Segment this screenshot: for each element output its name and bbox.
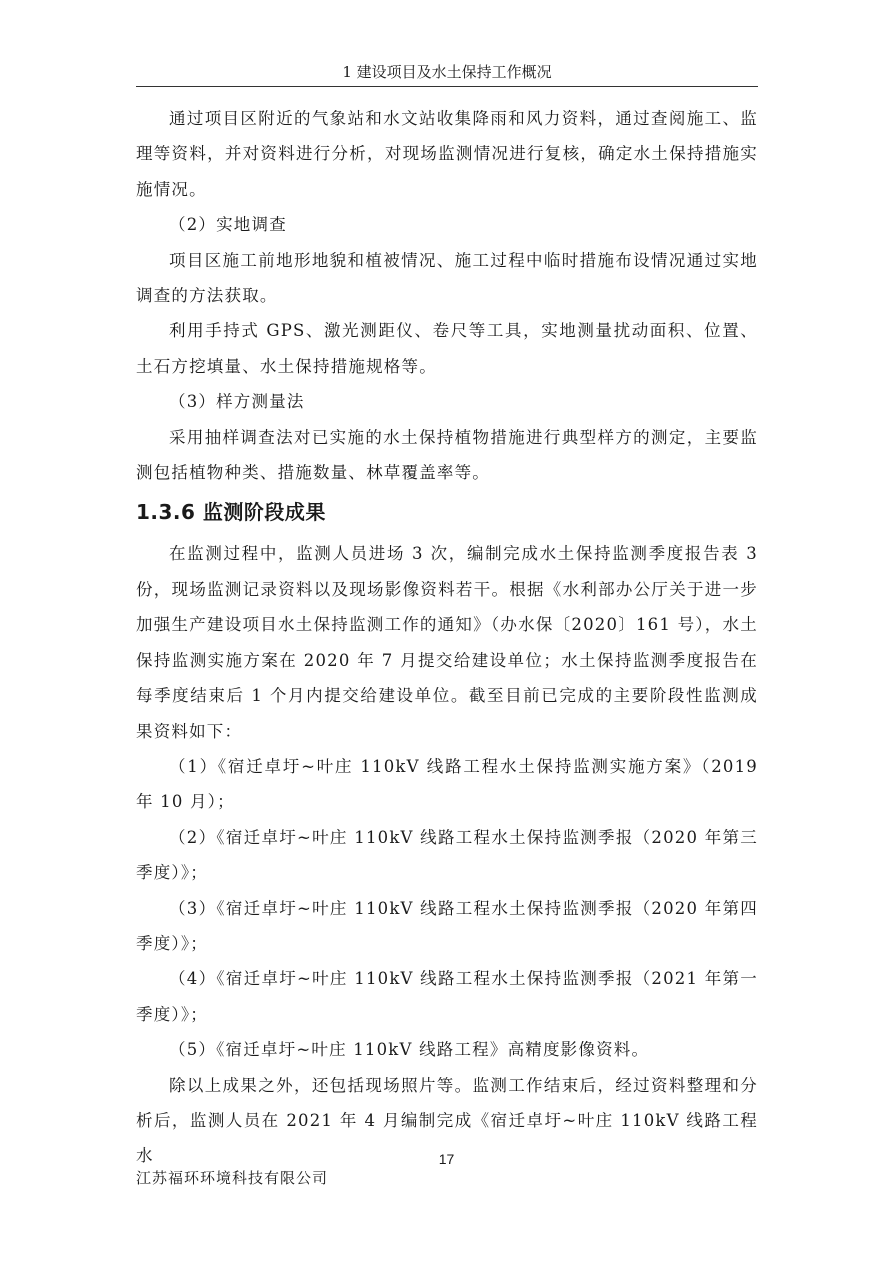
paragraph-field-survey: 项目区施工前地形地貌和植被情况、施工过程中临时措施布设情况通过实地调查的方法获取。 <box>136 250 758 306</box>
page-body <box>136 101 758 1174</box>
paragraph-sampling: 采用抽样调查法对已实施的水土保持植物措施进行典型样方的测定，主要监测包括植物种类、措施数量、林草覆盖率等。 <box>136 427 758 483</box>
footer-company-name: 江苏福环环境科技有限公司 <box>136 1169 329 1187</box>
subsection-quadrat-method: （3）样方测量法 <box>169 392 305 412</box>
header-divider <box>136 86 758 87</box>
paragraph-monitoring-process: 在监测过程中，监测人员进场 3 次，编制完成水土保持监测季度报告表 3 份，现场监测记录资料以及现场影像资料若干。根据《水利部办公厅关于进一步加强生产建设项目水土保持监测工作的通知》（办水保〔2020〕161 号），水土保持监测实施方案在 2020 年 7 月提交给建设单位；水土保持监测季度报告在每季度结束后 1 个月内提交给建设单位。截至目前已完成的主要阶段性监测成果资料如下： <box>136 544 758 741</box>
paragraph-data-collection: 通过项目区附近的气象站和水文站收集降雨和风力资料，通过查阅施工、监理等资料，并对资料进行分析，对现场监测情况进行复核，确定水土保持措施实施情况。 <box>136 109 758 199</box>
page-number: 17 <box>438 1151 455 1167</box>
subsection-field-survey: （2）实地调查 <box>169 215 287 235</box>
section-heading: 1.3.6 监测阶段成果 <box>136 500 326 525</box>
list-item: （1）《宿迁卓圩~叶庄 110kV 线路工程水土保持监测实施方案》（2019 年 10 月）； <box>136 756 758 812</box>
list-item: （4）《宿迁卓圩~叶庄 110kV 线路工程水土保持监测季报（2021 年第一季度）》； <box>136 969 758 1024</box>
list-item: （5）《宿迁卓圩~叶庄 110kV 线路工程》高精度影像资料。 <box>169 1040 650 1060</box>
running-header: 1 建设项目及水土保持工作概况 <box>342 63 552 81</box>
list-item: （2）《宿迁卓圩~叶庄 110kV 线路工程水土保持监测季报（2020 年第三季度）》； <box>136 827 758 883</box>
list-item: （3）《宿迁卓圩~叶庄 110kV 线路工程水土保持监测季报（2020 年第四季度）》； <box>136 898 758 953</box>
paragraph-additional-results: 除以上成果之外，还包括现场照片等。监测工作结束后，经过资料整理和分析后，监测人员在 2021 年 4 月编制完成《宿迁卓圩~叶庄 110kV 线路工程水 <box>136 1075 758 1166</box>
paragraph-tools: 利用手持式 GPS、激光测距仪、卷尺等工具，实地测量扰动面积、位置、土石方挖填量、水土保持措施规格等。 <box>136 321 758 376</box>
